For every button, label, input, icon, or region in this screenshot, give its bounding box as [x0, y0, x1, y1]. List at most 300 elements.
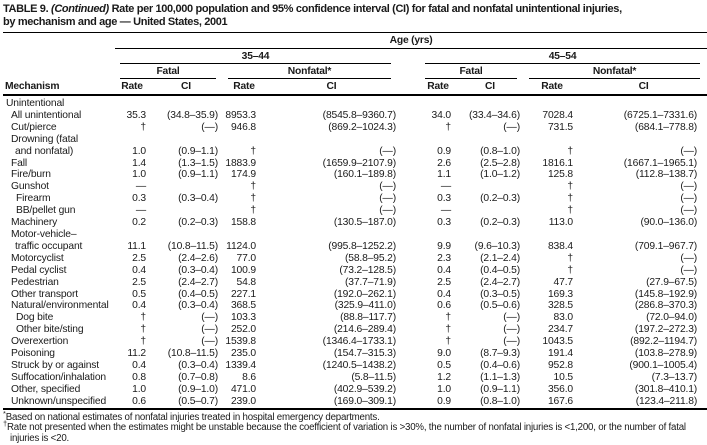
- value-cell: (—): [503, 312, 520, 324]
- value-cell: 0.2: [132, 217, 146, 229]
- value-cell: 34.0: [431, 109, 451, 121]
- value-cell: (5.8–11.5): [351, 371, 396, 383]
- value-cell: (2.5–2.8): [480, 157, 520, 169]
- table-row: [3, 169, 707, 181]
- value-cell: 100.9: [230, 264, 256, 276]
- header-row-age: [3, 33, 707, 50]
- value-cell: 0.4: [132, 264, 146, 276]
- gutter-cell: [398, 312, 420, 324]
- mechanism-cell: [3, 384, 115, 396]
- value-cell: 1816.1: [542, 157, 573, 169]
- mechanism-label: Cut/pierce: [11, 121, 57, 133]
- value-cell: 235.0: [230, 348, 256, 360]
- value-cell: (—): [379, 205, 396, 217]
- gutter-cell: [398, 193, 420, 205]
- value-cell: 2.5: [132, 276, 146, 288]
- value-cell: †: [445, 312, 451, 324]
- value-cell: 0.3: [437, 193, 451, 205]
- value-cell: (1659.9–2107.9): [322, 157, 396, 169]
- gutter-cell: [398, 158, 420, 170]
- value-cell: (0.9–1.1): [480, 383, 520, 395]
- mechanism-cell: [3, 193, 115, 205]
- value-cell: (—): [680, 264, 698, 276]
- value-cell: (—): [201, 324, 218, 336]
- value-cell: 1.0: [132, 383, 146, 395]
- value-cell: 167.6: [547, 395, 573, 407]
- value-cell: (0.2–0.3): [480, 193, 520, 205]
- value-cell: (—): [680, 205, 698, 217]
- value-cell: †: [250, 181, 256, 193]
- value-cell: 10.5: [553, 371, 573, 383]
- value-cell: [149, 205, 223, 217]
- value-cell: 1883.9: [225, 157, 256, 169]
- mechanism-label: Drowning (fatal: [11, 133, 78, 145]
- gutter-cell: [398, 360, 420, 372]
- value-cell: †: [140, 121, 146, 133]
- table-row: [3, 277, 707, 289]
- mechanism-label: Fall: [11, 157, 27, 169]
- gutter-cell: [398, 300, 420, 312]
- mechanism-label: Poisoning: [11, 348, 55, 360]
- value-cell: (900.1–1005.4): [629, 359, 698, 371]
- value-cell: 1124.0: [226, 240, 256, 252]
- value-cell: †: [445, 324, 451, 336]
- mechanism-cell: [3, 134, 115, 158]
- value-cell: (2.1–2.4): [480, 252, 520, 264]
- value-cell: (145.8–192.9): [634, 288, 698, 300]
- value-cell: (112.8–138.7): [635, 169, 698, 181]
- value-cell: †: [567, 264, 573, 276]
- fatal-35-44-header: Fatal: [115, 64, 223, 79]
- header-spacer: [3, 64, 115, 79]
- value-cell: 54.8: [236, 276, 256, 288]
- value-cell: [456, 181, 524, 193]
- gutter-cell: [398, 217, 420, 229]
- value-cell: (684.1–778.8): [634, 121, 698, 133]
- gutter-cell: [398, 169, 420, 181]
- value-cell: (995.8–1252.2): [328, 240, 396, 252]
- nonfatal-35-44-header: Nonfatal*: [223, 64, 398, 79]
- value-cell: 83.0: [553, 312, 573, 324]
- value-cell: (—): [680, 145, 698, 157]
- table-row: [3, 312, 707, 324]
- value-cell: (1.1–1.3): [480, 371, 520, 383]
- value-cell: 0.5: [437, 359, 451, 371]
- value-cell: (0.5–0.7): [178, 395, 218, 407]
- value-cell: 368.5: [230, 300, 256, 312]
- mechanism-label-line2: traffic occupant: [15, 240, 83, 252]
- value-cell: 1.4: [132, 157, 146, 169]
- value-cell: (0.3–0.4): [178, 300, 218, 312]
- value-cell: (325.9–411.0): [334, 300, 396, 312]
- value-cell: 0.4: [437, 264, 451, 276]
- mechanism-label: Pedestrian: [11, 276, 59, 288]
- gutter-cell: [398, 265, 420, 277]
- value-cell: 1539.8: [225, 336, 256, 348]
- value-cell: 234.7: [547, 324, 573, 336]
- value-cell: (2.4–2.6): [178, 252, 218, 264]
- value-cell: (7.3–13.7): [651, 371, 698, 383]
- table-row: [3, 193, 707, 205]
- value-cell: 169.3: [547, 288, 573, 300]
- value-cell: †: [567, 205, 573, 217]
- mechanism-cell: [3, 265, 115, 277]
- table-header: [3, 33, 707, 96]
- table-title-line2: by mechanism and age — United States, 2001: [3, 16, 228, 28]
- value-cell: 946.8: [230, 121, 256, 133]
- header-row-age-groups: [3, 49, 707, 64]
- mechanism-label: Fire/burn: [11, 169, 51, 181]
- mechanism-cell: [3, 122, 115, 134]
- value-cell: 77.0: [236, 252, 256, 264]
- gutter-cell: [398, 277, 420, 289]
- value-cell: (0.9–1.1): [178, 169, 218, 181]
- nonfatal-45-54-header: Nonfatal*: [524, 64, 707, 79]
- mechanism-label: Unknown/unspecified: [11, 395, 107, 407]
- table-row: [3, 300, 707, 312]
- mechanism-cell: [3, 205, 115, 217]
- value-cell: (6725.1–7331.6): [623, 109, 698, 121]
- mechanism-cell: [3, 95, 707, 110]
- table-body: [3, 95, 707, 409]
- value-cell: 8953.3: [225, 109, 256, 121]
- footnote-text: Rate not presented when the estimates might be unstable because the coefficient of variation is >30%, the number of nonfatal injuries is <1,200, or the number of fatal injuries is <20.: [6, 422, 686, 444]
- header-spacer: [3, 49, 115, 64]
- value-cell: 0.9: [437, 145, 451, 157]
- value-cell: 2.5: [132, 252, 146, 264]
- value-cell: 1043.5: [542, 336, 573, 348]
- value-cell: —: [440, 205, 451, 217]
- value-cell: 174.9: [230, 169, 256, 181]
- header-gutter: [398, 64, 420, 79]
- value-cell: (1667.1–1965.1): [623, 157, 698, 169]
- table-row: [3, 384, 707, 396]
- table-row: [3, 265, 707, 277]
- value-cell: (0.9–1.0): [178, 383, 218, 395]
- value-cell: (0.4–0.5): [480, 264, 520, 276]
- header-gutter: [398, 79, 420, 95]
- mechanism-label-line2: and nonfatal): [15, 145, 74, 157]
- value-cell: 9.0: [437, 348, 451, 360]
- value-cell: (—): [379, 193, 396, 205]
- value-cell: 8.6: [242, 371, 256, 383]
- value-cell: 11.2: [127, 348, 146, 360]
- value-cell: 952.8: [547, 359, 573, 371]
- mechanism-cell: [3, 336, 115, 348]
- rate-column-header: Rate: [524, 79, 580, 95]
- header-gutter: [398, 49, 420, 64]
- value-cell: (0.4–0.6): [480, 359, 520, 371]
- mechanism-label: All unintentional: [11, 109, 82, 121]
- value-cell: (2.4–2.7): [480, 276, 520, 288]
- table-row: [3, 396, 707, 409]
- value-cell: 227.1: [230, 288, 256, 300]
- value-cell: (—): [201, 121, 218, 133]
- mechanism-cell: [3, 169, 115, 181]
- mechanism-cell: [3, 253, 115, 265]
- mechanism-label: Other bite/sting: [16, 324, 84, 336]
- value-cell: (—): [503, 121, 520, 133]
- value-cell: (27.9–67.5): [646, 276, 698, 288]
- value-cell: (0.8–1.0): [480, 145, 520, 157]
- value-cell: †: [250, 205, 256, 217]
- gutter-cell: [398, 253, 420, 265]
- value-cell: 1.0: [132, 145, 146, 157]
- value-cell: (892.2–1194.7): [630, 336, 698, 348]
- value-cell: †: [140, 336, 146, 348]
- value-cell: (1240.5–1438.2): [322, 359, 396, 371]
- value-cell: (154.7–315.3): [333, 348, 396, 360]
- value-cell: (—): [379, 181, 396, 193]
- mechanism-cell: [3, 348, 115, 360]
- table-row: [3, 253, 707, 265]
- table-row: [3, 348, 707, 360]
- table-row: [3, 110, 707, 122]
- gutter-cell: [398, 336, 420, 348]
- value-cell: 2.6: [437, 157, 451, 169]
- value-cell: 252.0: [230, 324, 256, 336]
- value-cell: (214.6–289.4): [333, 324, 396, 336]
- value-cell: (8.7–9.3): [480, 348, 520, 360]
- value-cell: 356.0: [547, 383, 573, 395]
- value-cell: (0.4–0.5): [178, 288, 218, 300]
- table-row: [3, 229, 707, 253]
- value-cell: 0.8: [132, 371, 146, 383]
- mechanism-label: Machinery: [11, 217, 58, 229]
- mechanism-label: Dog bite: [16, 312, 54, 324]
- value-cell: (1346.4–1733.1): [322, 336, 396, 348]
- value-cell: (192.0–262.1): [333, 288, 396, 300]
- value-cell: (301.8–410.1): [634, 383, 698, 395]
- footnote-text: Based on national estimates of nonfatal injuries treated in hospital emergency departments.: [5, 411, 380, 423]
- mechanism-label: Other, specified: [11, 383, 81, 395]
- table-number: TABLE 9.: [3, 3, 49, 15]
- value-cell: (—): [680, 193, 698, 205]
- mechanism-label: Gunshot: [11, 181, 49, 193]
- value-cell: (402.9–539.2): [333, 383, 396, 395]
- gutter-cell: [398, 110, 420, 122]
- rate-column-header: Rate: [420, 79, 456, 95]
- value-cell: 11.1: [127, 240, 146, 252]
- value-cell: 0.4: [132, 359, 146, 371]
- value-cell: (—): [680, 252, 698, 264]
- value-cell: †: [567, 193, 573, 205]
- mechanism-cell: [3, 217, 115, 229]
- table-row: [3, 95, 707, 110]
- gutter-cell: [398, 384, 420, 396]
- footnotes: [3, 408, 703, 445]
- mechanism-label: Natural/environmental: [11, 300, 109, 312]
- value-cell: 838.4: [547, 240, 573, 252]
- value-cell: (—): [379, 145, 396, 157]
- value-cell: (869.2–1024.3): [328, 121, 396, 133]
- rate-column-header: Rate: [115, 79, 149, 95]
- mechanism-cell: [3, 181, 115, 193]
- value-cell: (0.3–0.4): [178, 264, 218, 276]
- value-cell: †: [250, 145, 256, 157]
- continued-label: (Continued): [51, 3, 109, 15]
- mechanism-label: Struck by or against: [11, 359, 99, 371]
- footnote-dagger: [3, 418, 703, 444]
- table-row: [3, 158, 707, 170]
- value-cell: †: [140, 324, 146, 336]
- value-cell: 2.3: [437, 252, 451, 264]
- value-cell: 0.5: [132, 288, 146, 300]
- mechanism-cell: [3, 229, 115, 253]
- value-cell: (2.4–2.7): [178, 276, 218, 288]
- gutter-cell: [398, 348, 420, 360]
- value-cell: (37.7–71.9): [344, 276, 396, 288]
- value-cell: 1.2: [437, 371, 451, 383]
- value-cell: (73.2–128.5): [339, 264, 396, 276]
- age-group-45-54-header: 45–54: [420, 49, 707, 64]
- ci-column-header: CI: [265, 79, 398, 95]
- value-cell: (10.8–11.5): [167, 348, 218, 360]
- value-cell: †: [445, 121, 451, 133]
- gutter-cell: [398, 205, 420, 217]
- footnote-marker: †: [3, 418, 7, 428]
- table-row: [3, 181, 707, 193]
- table-row: [3, 134, 707, 158]
- mechanism-cell: [3, 300, 115, 312]
- ci-column-header: CI: [456, 79, 524, 95]
- mechanism-cell: [3, 110, 115, 122]
- mechanism-label: Other transport: [11, 288, 78, 300]
- value-cell: (58.8–95.2): [344, 252, 396, 264]
- value-cell: (103.8–278.9): [634, 348, 698, 360]
- value-cell: —: [135, 205, 146, 217]
- value-cell: 158.8: [230, 217, 256, 229]
- value-cell: 328.5: [547, 300, 573, 312]
- value-cell: (8545.8–9360.7): [322, 109, 396, 121]
- fatal-45-54-header: Fatal: [420, 64, 524, 79]
- table-row: [3, 336, 707, 348]
- mechanism-label: Suffocation/inhalation: [11, 371, 106, 383]
- value-cell: 239.0: [230, 395, 256, 407]
- value-cell: (—): [201, 336, 218, 348]
- value-cell: 1339.4: [225, 359, 256, 371]
- value-cell: 1.0: [132, 169, 146, 181]
- value-cell: (197.2–272.3): [634, 324, 698, 336]
- footnote-marker: *: [3, 408, 6, 418]
- value-cell: (160.1–189.8): [333, 169, 396, 181]
- rate-column-header: Rate: [223, 79, 265, 95]
- value-cell: 0.9: [437, 395, 451, 407]
- value-cell: †: [567, 181, 573, 193]
- value-cell: (169.0–309.1): [333, 395, 396, 407]
- value-cell: †: [567, 252, 573, 264]
- value-cell: 0.3: [437, 217, 451, 229]
- value-cell: (286.8–370.3): [634, 300, 698, 312]
- mechanism-cell: [3, 312, 115, 324]
- gutter-cell: [398, 396, 420, 409]
- mechanism-label: Pedal cyclist: [11, 264, 67, 276]
- mechanism-cell: [3, 396, 115, 409]
- age-group-35-44-header: 35–44: [115, 49, 398, 64]
- gutter-cell: [398, 372, 420, 384]
- table-row: [3, 289, 707, 301]
- value-cell: (—): [201, 312, 218, 324]
- value-cell: (0.2–0.3): [178, 217, 218, 229]
- value-cell: †: [250, 193, 256, 205]
- table-title: [3, 3, 707, 29]
- value-cell: (34.8–35.9): [166, 109, 218, 121]
- value-cell: —: [135, 181, 146, 193]
- ci-column-header: CI: [580, 79, 707, 95]
- table-title-line1: [3, 3, 707, 16]
- table-row: [3, 360, 707, 372]
- value-cell: †: [567, 145, 573, 157]
- value-cell: (90.0–136.0): [640, 217, 698, 229]
- value-cell: (33.4–34.6): [468, 109, 520, 121]
- value-cell: 0.4: [437, 288, 451, 300]
- value-cell: 35.3: [126, 109, 146, 121]
- mechanism-label: Motorcyclist: [11, 252, 64, 264]
- ci-column-header: CI: [149, 79, 223, 95]
- mechanism-label: Unintentional: [6, 98, 65, 109]
- value-cell: 125.8: [547, 169, 573, 181]
- gutter-cell: [398, 324, 420, 336]
- gutter-cell: [398, 134, 420, 158]
- value-cell: †: [445, 336, 451, 348]
- mechanism-cell: [3, 277, 115, 289]
- table-row: [3, 217, 707, 229]
- table-row: [3, 324, 707, 336]
- value-cell: (—): [503, 324, 520, 336]
- value-cell: 113.0: [548, 217, 573, 229]
- value-cell: 0.3: [132, 193, 146, 205]
- mechanism-cell: [3, 360, 115, 372]
- value-cell: 0.6: [132, 395, 146, 407]
- value-cell: (709.1–967.7): [634, 240, 698, 252]
- value-cell: 1.1: [437, 169, 451, 181]
- value-cell: 1.0: [437, 383, 451, 395]
- mechanism-cell: [3, 324, 115, 336]
- value-cell: (0.7–0.8): [178, 371, 218, 383]
- mechanism-label: BB/pellet gun: [16, 205, 76, 217]
- mechanism-cell: [3, 289, 115, 301]
- value-cell: 191.4: [547, 348, 573, 360]
- value-cell: (0.3–0.5): [480, 288, 520, 300]
- table-title-text: Rate per 100,000 population and 95% confidence interval (CI) for fatal and nonfatal unintentional injuries,: [111, 3, 622, 15]
- value-cell: (123.4–211.8): [635, 395, 698, 407]
- value-cell: 9.9: [437, 240, 451, 252]
- value-cell: (130.5–187.0): [333, 217, 396, 229]
- value-cell: 471.0: [230, 383, 256, 395]
- value-cell: (0.3–0.4): [178, 193, 218, 205]
- table-row: [3, 205, 707, 217]
- value-cell: 0.6: [437, 300, 451, 312]
- value-cell: 2.5: [437, 276, 451, 288]
- value-cell: (0.5–0.6): [480, 300, 520, 312]
- gutter-cell: [398, 229, 420, 253]
- mechanism-label: Firearm: [16, 193, 51, 205]
- value-cell: —: [440, 181, 451, 193]
- value-cell: 47.7: [553, 276, 573, 288]
- value-cell: (0.9–1.1): [178, 145, 218, 157]
- value-cell: (88.8–117.7): [340, 312, 396, 324]
- table-row: [3, 122, 707, 134]
- table-row: [3, 372, 707, 384]
- value-cell: [456, 205, 524, 217]
- mechanism-cell: [3, 158, 115, 170]
- value-cell: (0.3–0.4): [178, 359, 218, 371]
- header-spacer: [3, 33, 115, 50]
- value-cell: (—): [503, 336, 520, 348]
- value-cell: [149, 181, 223, 193]
- header-row-columns: [3, 79, 707, 95]
- value-cell: 103.3: [230, 312, 256, 324]
